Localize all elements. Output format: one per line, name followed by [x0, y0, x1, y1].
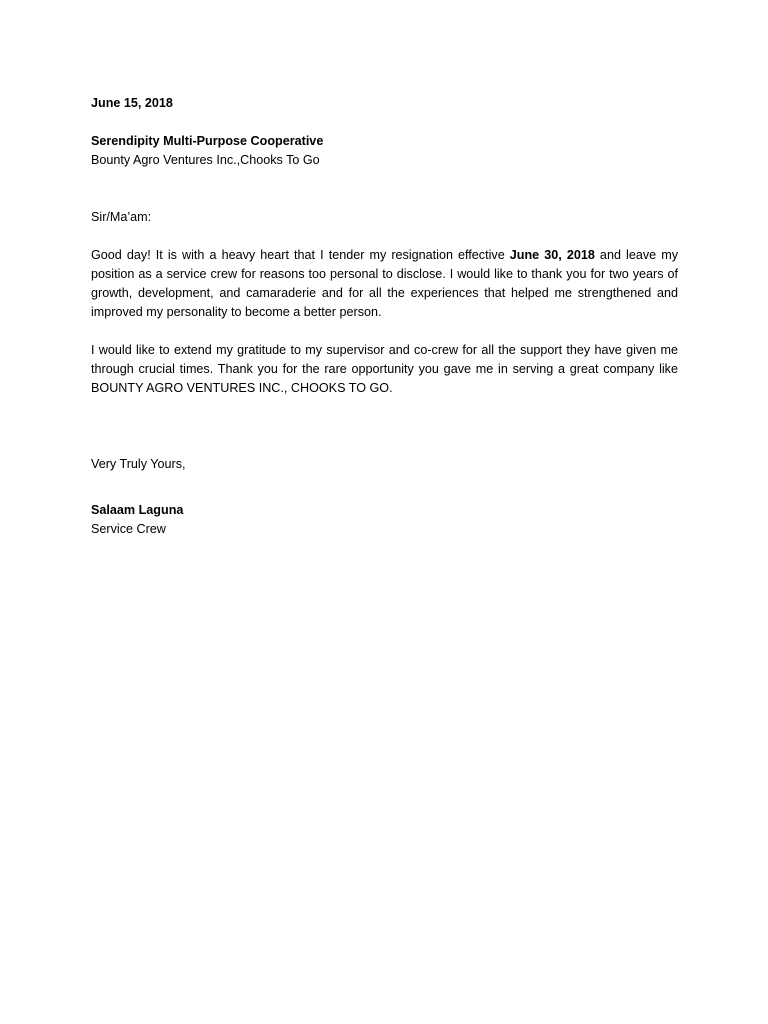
salutation: Sir/Ma’am:: [91, 210, 152, 224]
paragraph-1-text-end: and leave my position as a service crew for reasons too personal to disclose. I would like to thank you for two years of growth, development, and camaraderie and for all the experiences that helped me strengthened and improved my personality to become a better person.: [91, 248, 678, 319]
effective-date: June 30, 2018: [509, 248, 595, 262]
recipient-organization: Serendipity Multi-Purpose Cooperative: [91, 134, 324, 148]
signer-name: Salaam Laguna: [91, 503, 184, 517]
resignation-letter: [91, 94, 678, 539]
body-paragraph-2: I would like to extend my gratitude to my supervisor and co-crew for all the support they have given me through crucial times. Thank you for the rare opportunity you gave me in serving a great company like BOUNTY AGRO VENTURES INC., CHOOKS TO GO.: [91, 343, 678, 395]
signer-title: Service Crew: [91, 522, 166, 536]
paragraph-1-text-start: Good day! It is with a heavy heart that I tender my resignation effective: [91, 248, 510, 262]
body-paragraph-1: [91, 246, 678, 322]
recipient-company: Bounty Agro Ventures Inc.,Chooks To Go: [91, 153, 320, 167]
closing: Very Truly Yours,: [91, 457, 186, 471]
letter-date: June 15, 2018: [91, 96, 173, 110]
